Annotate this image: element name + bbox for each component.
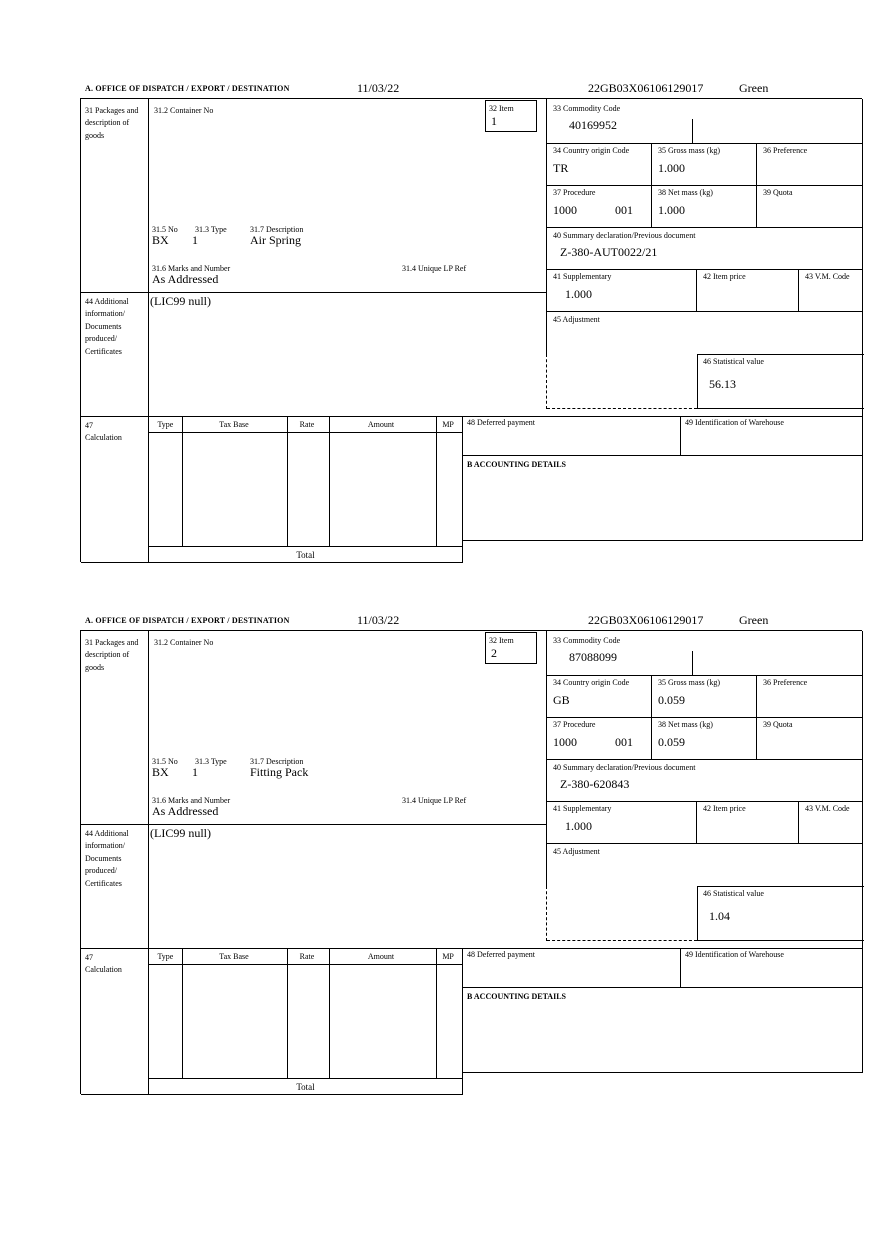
box-36-preference (757, 144, 863, 185)
previous-document-value: Z-380-620843 (560, 777, 630, 791)
tax-amount-header: Amount (367, 952, 395, 961)
statistical-value-region (546, 886, 863, 941)
box-47-tax-table (148, 948, 463, 1095)
row-48-49 (463, 416, 863, 456)
divider-line (81, 824, 546, 825)
box-39-quota (757, 186, 863, 227)
divider-line (329, 948, 330, 1078)
previous-document-value: Z-380-AUT0022/21 (560, 245, 658, 259)
box-48-label: 48 Deferred payment (467, 418, 535, 427)
box-47-tax-table (148, 416, 463, 563)
box-34-label: 34 Country origin Code (553, 678, 630, 687)
section-b-label: B ACCOUNTING DETAILS (467, 460, 566, 469)
box-35-gross-mass (652, 676, 757, 717)
accounting-region (463, 948, 863, 1073)
box-42-item-price (697, 802, 799, 843)
box-48-deferred-payment (463, 948, 681, 987)
tax-amount-header: Amount (367, 420, 395, 429)
box-44-label: 44 Additional information/ Documents produced/ Certificates (85, 829, 129, 888)
box-31-7-label: 31.7 Description (250, 757, 304, 766)
tax-table-header (149, 416, 462, 433)
tax-type-header: Type (157, 952, 174, 961)
box-46-label: 46 Statistical value (703, 357, 764, 366)
divider-line (81, 292, 546, 293)
box-49-warehouse (681, 416, 863, 455)
divider-line (436, 416, 437, 546)
box-31-label: 31 Packages and description of goods (85, 106, 139, 140)
box-44-label: 44 Additional information/ Documents produced/ Certificates (85, 297, 129, 356)
box-32-label: 32 Item (489, 636, 514, 645)
box-46-label: 46 Statistical value (703, 889, 764, 898)
box-48-label: 48 Deferred payment (467, 950, 535, 959)
box-38-net-mass (652, 186, 757, 227)
box-32-item (485, 100, 537, 132)
tax-base-header: Tax Base (219, 952, 249, 961)
tax-total-row: Total (149, 1078, 462, 1095)
box-31-3-label: 31.3 Type (195, 225, 227, 234)
divider-line (182, 948, 183, 1078)
commodity-code-value: 40169952 (569, 118, 617, 132)
box-31-2-label: 31.2 Container No (154, 638, 214, 647)
supplementary-value: 1.000 (565, 819, 592, 833)
box-38-label: 38 Net mass (kg) (658, 720, 713, 729)
divider-line (692, 119, 693, 144)
divider-line (287, 416, 288, 546)
box-36-label: 36 Preference (763, 678, 808, 687)
routing-status: Green (739, 613, 769, 627)
box-36-label: 36 Preference (763, 146, 808, 155)
box-37-procedure (547, 186, 652, 227)
gross-mass-value: 1.000 (658, 161, 685, 175)
box-40-previous-document (546, 228, 863, 270)
box-43-label: 43 V.M. Code (805, 804, 850, 813)
right-column (546, 99, 863, 409)
tax-table-header (149, 948, 462, 965)
marks-and-number-value: As Addressed (152, 272, 219, 286)
divider-line (692, 651, 693, 676)
row-34-35-36 (546, 144, 863, 186)
box-35-label: 35 Gross mass (kg) (658, 678, 720, 687)
additional-info-value: (LIC99 null) (150, 294, 211, 308)
box-31-6-label: 31.6 Marks and Number (152, 796, 231, 805)
box-38-label: 38 Net mass (kg) (658, 188, 713, 197)
box-46-statistical-value (697, 354, 864, 409)
box-40-label: 40 Summary declaration/Previous document (553, 763, 696, 772)
box-34-label: 34 Country origin Code (553, 146, 630, 155)
packages-description-area (148, 99, 546, 416)
box-32-item (485, 632, 537, 664)
country-origin-value: GB (553, 693, 570, 707)
box-45-adjustment (546, 312, 863, 354)
box-41-label: 41 Supplementary (553, 272, 612, 281)
section-b-accounting-details (463, 988, 863, 1072)
box-45-label: 45 Adjustment (553, 847, 600, 856)
tax-type-header: Type (157, 420, 174, 429)
box-32-label: 32 Item (489, 104, 514, 113)
office-of-dispatch-label: A. OFFICE OF DISPATCH / EXPORT / DESTINATION (85, 84, 290, 93)
box-34-country-origin (547, 676, 652, 717)
box-31-4-label: 31.4 Unique LP Ref (402, 264, 467, 273)
box-33-label: 33 Commodity Code (553, 636, 621, 645)
box-41-supplementary (547, 270, 697, 311)
box-37-procedure (547, 718, 652, 759)
box-45-label: 45 Adjustment (553, 315, 600, 324)
box-39-quota (757, 718, 863, 759)
package-type-value: 1 (192, 765, 198, 779)
procedure-value: 1000 (553, 203, 577, 217)
declaration-item-block (80, 612, 862, 1094)
box-49-label: 49 Identification of Warehouse (685, 950, 784, 959)
divider-line (329, 416, 330, 546)
divider-line (547, 408, 697, 409)
box-42-label: 42 Item price (703, 272, 746, 281)
tax-rate-header: Rate (299, 952, 315, 961)
box-37-label: 37 Procedure (553, 188, 596, 197)
goods-description-value: Air Spring (250, 233, 301, 247)
declaration-date: 11/03/22 (357, 81, 400, 95)
row-34-35-36 (546, 676, 863, 718)
box-41-label: 41 Supplementary (553, 804, 612, 813)
right-column (546, 631, 863, 941)
procedure-ext-value: 001 (615, 735, 633, 749)
box-42-label: 42 Item price (703, 804, 746, 813)
box-40-label: 40 Summary declaration/Previous document (553, 231, 696, 240)
item-form-grid (80, 630, 862, 1094)
box-37-label: 37 Procedure (553, 720, 596, 729)
box-31-7-label: 31.7 Description (250, 225, 304, 234)
box-43-vm-code (799, 802, 863, 843)
box-31-3-label: 31.3 Type (195, 757, 227, 766)
box-42-item-price (697, 270, 799, 311)
box-39-label: 39 Quota (763, 720, 793, 729)
row-37-38-39 (546, 186, 863, 228)
box-31-6-label: 31.6 Marks and Number (152, 264, 231, 273)
row-37-38-39 (546, 718, 863, 760)
row-41-42-43 (546, 270, 863, 312)
gross-mass-value: 0.059 (658, 693, 685, 707)
box-41-supplementary (547, 802, 697, 843)
box-35-gross-mass (652, 144, 757, 185)
row-48-49 (463, 948, 863, 988)
divider-line (436, 948, 437, 1078)
routing-status: Green (739, 81, 769, 95)
divider-line (547, 940, 697, 941)
tax-rate-header: Rate (299, 420, 315, 429)
package-type-value: 1 (192, 233, 198, 247)
item-number-value: 1 (491, 114, 497, 128)
declaration-item-block (80, 80, 862, 562)
box-31-5-label: 31.5 No (152, 757, 178, 766)
accounting-region (463, 416, 863, 541)
statistical-value-region (546, 354, 863, 409)
box-46-statistical-value (697, 886, 864, 941)
section-b-label: B ACCOUNTING DETAILS (467, 992, 566, 1001)
divider-line (287, 948, 288, 1078)
net-mass-value: 1.000 (658, 203, 685, 217)
tax-base-header: Tax Base (219, 420, 249, 429)
box-31-5-label: 31.5 No (152, 225, 178, 234)
net-mass-value: 0.059 (658, 735, 685, 749)
box-39-label: 39 Quota (763, 188, 793, 197)
box-36-preference (757, 676, 863, 717)
procedure-value: 1000 (553, 735, 577, 749)
box-33-commodity-code (546, 99, 863, 144)
item-form-grid (80, 98, 862, 562)
tax-total-row: Total (149, 546, 462, 563)
statistical-value: 56.13 (709, 377, 736, 391)
package-no-value: BX (152, 233, 169, 247)
box-43-label: 43 V.M. Code (805, 272, 850, 281)
box-33-commodity-code (546, 631, 863, 676)
section-b-accounting-details (463, 456, 863, 540)
box-47-label: 47 Calculation (85, 421, 122, 443)
box-38-net-mass (652, 718, 757, 759)
additional-info-value: (LIC99 null) (150, 826, 211, 840)
box-49-label: 49 Identification of Warehouse (685, 418, 784, 427)
divider-line (182, 416, 183, 546)
box-43-vm-code (799, 270, 863, 311)
mrn-number: 22GB03X06106129017 (588, 81, 704, 95)
box-40-previous-document (546, 760, 863, 802)
box-33-label: 33 Commodity Code (553, 104, 621, 113)
box-48-deferred-payment (463, 416, 681, 455)
box-31-4-label: 31.4 Unique LP Ref (402, 796, 467, 805)
box-35-label: 35 Gross mass (kg) (658, 146, 720, 155)
box-34-country-origin (547, 144, 652, 185)
box-31-2-label: 31.2 Container No (154, 106, 214, 115)
row-41-42-43 (546, 802, 863, 844)
supplementary-value: 1.000 (565, 287, 592, 301)
tax-mp-header: MP (442, 420, 454, 429)
box-47-label: 47 Calculation (85, 953, 122, 975)
item-number-value: 2 (491, 646, 497, 660)
procedure-ext-value: 001 (615, 203, 633, 217)
block-header (80, 612, 862, 630)
package-no-value: BX (152, 765, 169, 779)
commodity-code-value: 87088099 (569, 650, 617, 664)
box-31-label: 31 Packages and description of goods (85, 638, 139, 672)
country-origin-value: TR (553, 161, 569, 175)
office-of-dispatch-label: A. OFFICE OF DISPATCH / EXPORT / DESTINATION (85, 616, 290, 625)
tax-mp-header: MP (442, 952, 454, 961)
packages-description-area (148, 631, 546, 948)
box-49-warehouse (681, 948, 863, 987)
marks-and-number-value: As Addressed (152, 804, 219, 818)
statistical-value: 1.04 (709, 909, 730, 923)
mrn-number: 22GB03X06106129017 (588, 613, 704, 627)
block-header (80, 80, 862, 98)
box-45-adjustment (546, 844, 863, 886)
goods-description-value: Fitting Pack (250, 765, 309, 779)
declaration-date: 11/03/22 (357, 613, 400, 627)
